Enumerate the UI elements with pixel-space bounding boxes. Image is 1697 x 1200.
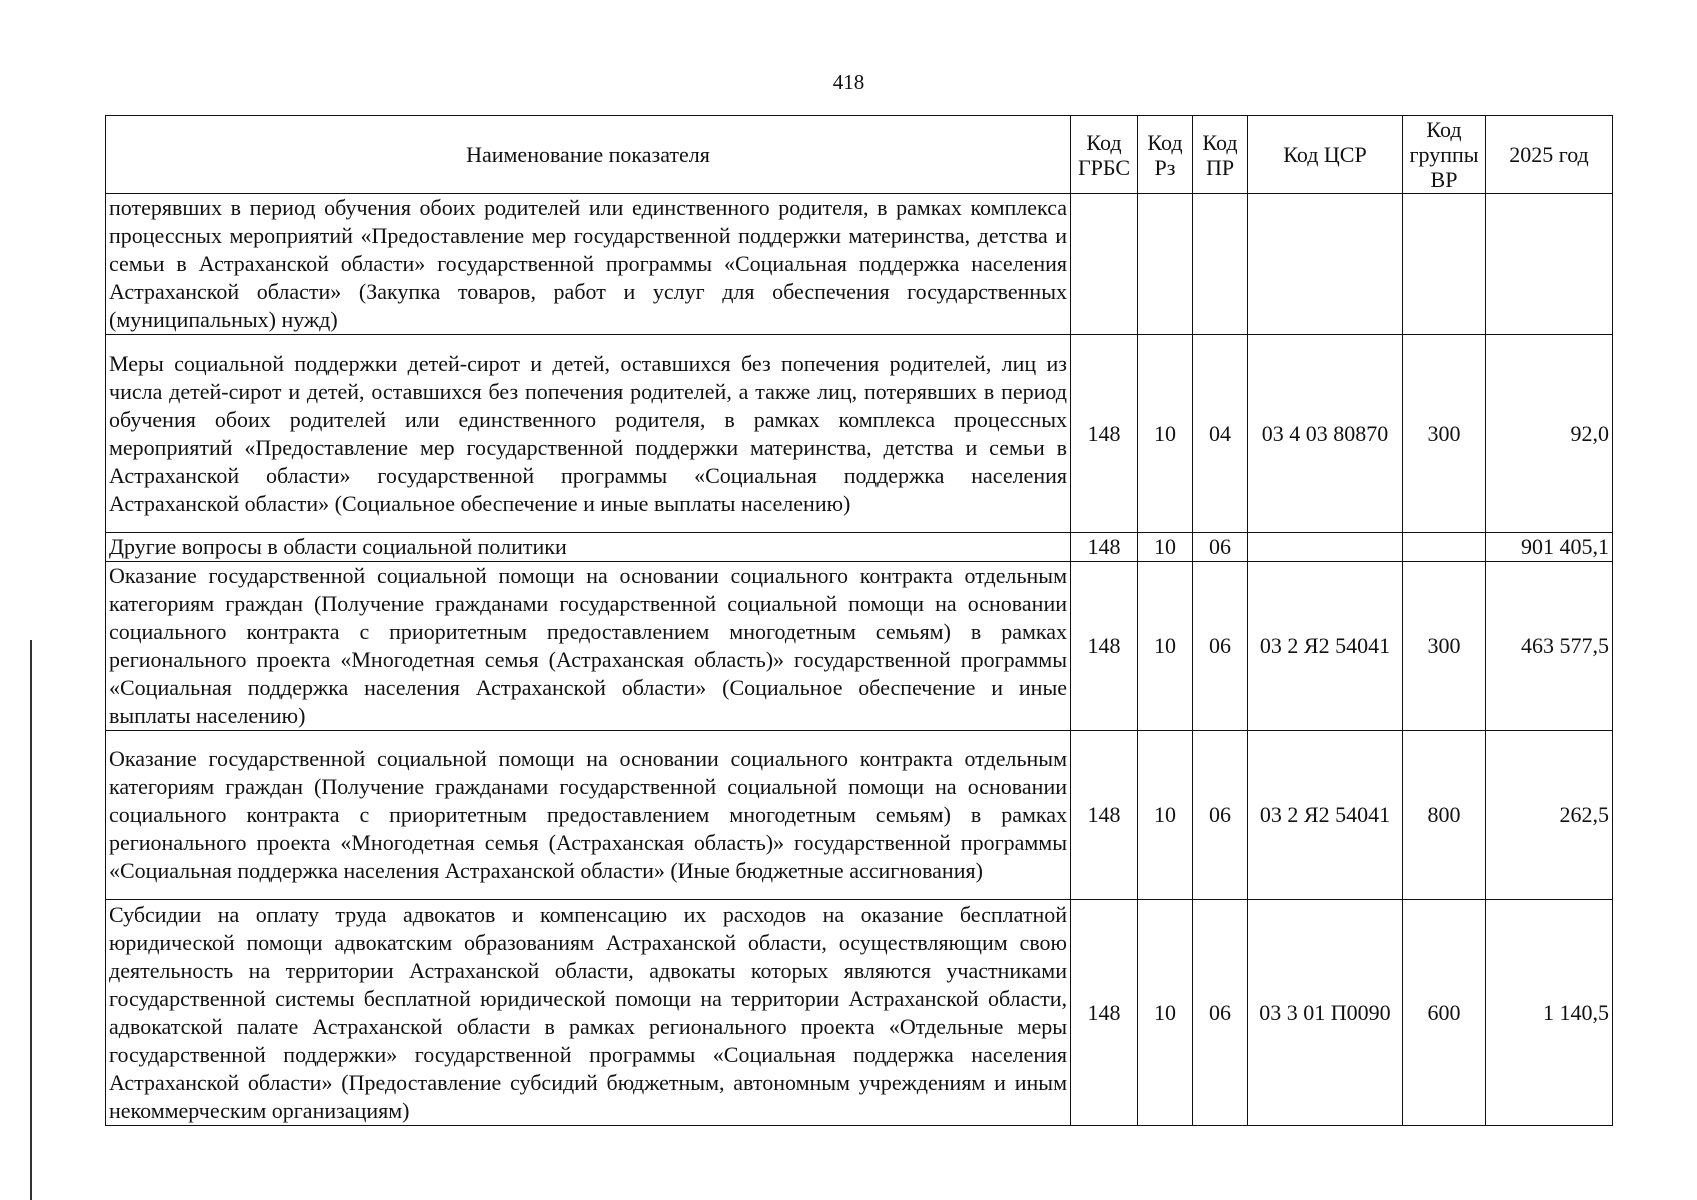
row-pr: 06 (1193, 900, 1248, 1126)
row-csr: 03 2 Я2 54041 (1248, 562, 1403, 731)
header-year: 2025 год (1486, 116, 1613, 194)
header-name: Наименование показателя (106, 116, 1071, 194)
row-amount: 92,0 (1486, 335, 1613, 533)
row-rz: 10 (1138, 335, 1193, 533)
row-vr: 800 (1403, 731, 1486, 900)
page-number: 418 (832, 70, 865, 94)
row-vr (1403, 533, 1486, 562)
row-amount (1486, 194, 1613, 335)
row-csr (1248, 533, 1403, 562)
budget-table (105, 115, 1613, 1126)
row-vr: 600 (1403, 900, 1486, 1126)
row-rz: 10 (1138, 562, 1193, 731)
row-name: потерявших в период обучения обоих родителей или единственного родителя, в рамках комплекса процессных мероприятий «Предоставление мер государственной поддержки материнства, детства и семьи в Астраханской области» государственной программы «Социальная поддержка населения Астраханской области» (Закупка товаров, работ и услуг для обеспечения государственных (муниципальных) нужд) (106, 194, 1071, 335)
table-row (106, 562, 1613, 731)
row-rz: 10 (1138, 731, 1193, 900)
header-vr: Код группы ВР (1403, 116, 1486, 194)
table-row (106, 335, 1613, 533)
row-grbs (1071, 194, 1138, 335)
row-vr: 300 (1403, 562, 1486, 731)
header-rz: Код Рз (1138, 116, 1193, 194)
row-name: Меры социальной поддержки детей-сирот и детей, оставшихся без попечения родителей, лиц из числа детей-сирот и детей, оставшихся без попечения родителей, а также лиц, потерявших в период обучения обоих родителей или единственного родителя, в рамках комплекса процессных мероприятий «Предоставление мер государственной поддержки материнства, детства и семьи в Астраханской области» государственной программы «Социальная поддержка населения Астраханской области» (Социальное обеспечение и иные выплаты населению) (106, 335, 1071, 533)
scan-edge-line (30, 640, 32, 1200)
row-name: Оказание государственной социальной помощи на основании социального контракта отдельным категориям граждан (Получение гражданами государственной социальной помощи на основании социального контракта с приоритетным предоставлением многодетным семьям) в рамках регионального проекта «Многодетная семья (Астраханская область)» государственной программы «Социальная поддержка населения Астраханской области» (Иные бюджетные ассигнования) (106, 731, 1071, 900)
row-vr (1403, 194, 1486, 335)
row-grbs: 148 (1071, 335, 1138, 533)
row-vr: 300 (1403, 335, 1486, 533)
row-grbs: 148 (1071, 533, 1138, 562)
row-pr: 06 (1193, 533, 1248, 562)
table-row (106, 900, 1613, 1126)
table-row (106, 533, 1613, 562)
header-csr: Код ЦСР (1248, 116, 1403, 194)
row-rz: 10 (1138, 533, 1193, 562)
row-rz (1138, 194, 1193, 335)
row-name: Субсидии на оплату труда адвокатов и компенсацию их расходов на оказание бесплатной юридической помощи адвокатским образованиям Астраханской области, осуществляющим свою деятельность на территории Астраханской области, адвокаты которых являются участниками государственной системы бесплатной юридической помощи на территории Астраханской области, адвокатской палате Астраханской области в рамках регионального проекта «Отдельные меры государственной поддержки» государственной программы «Социальная поддержка населения Астраханской области» (Предоставление субсидий бюджетным, автономным учреждениям и иным некоммерческим организациям) (106, 900, 1071, 1126)
row-grbs: 148 (1071, 562, 1138, 731)
header-grbs: Код ГРБС (1071, 116, 1138, 194)
table-row (106, 731, 1613, 900)
row-name: Другие вопросы в области социальной политики (106, 533, 1071, 562)
row-amount: 463 577,5 (1486, 562, 1613, 731)
row-amount: 262,5 (1486, 731, 1613, 900)
row-name: Оказание государственной социальной помощи на основании социального контракта отдельным категориям граждан (Получение гражданами государственной социальной помощи на основании социального контракта с приоритетным предоставлением многодетным семьям) в рамках регионального проекта «Многодетная семья (Астраханская область)» государственной программы «Социальная поддержка населения Астраханской области» (Социальное обеспечение и иные выплаты населению) (106, 562, 1071, 731)
row-pr: 04 (1193, 335, 1248, 533)
row-amount: 1 140,5 (1486, 900, 1613, 1126)
table-header-row (106, 116, 1613, 194)
row-pr: 06 (1193, 562, 1248, 731)
row-csr: 03 3 01 П0090 (1248, 900, 1403, 1126)
row-grbs: 148 (1071, 900, 1138, 1126)
row-pr (1193, 194, 1248, 335)
header-pr: Код ПР (1193, 116, 1248, 194)
table-row (106, 194, 1613, 335)
row-rz: 10 (1138, 900, 1193, 1126)
row-pr: 06 (1193, 731, 1248, 900)
row-csr: 03 2 Я2 54041 (1248, 731, 1403, 900)
row-amount: 901 405,1 (1486, 533, 1613, 562)
row-csr: 03 4 03 80870 (1248, 335, 1403, 533)
row-csr (1248, 194, 1403, 335)
row-grbs: 148 (1071, 731, 1138, 900)
